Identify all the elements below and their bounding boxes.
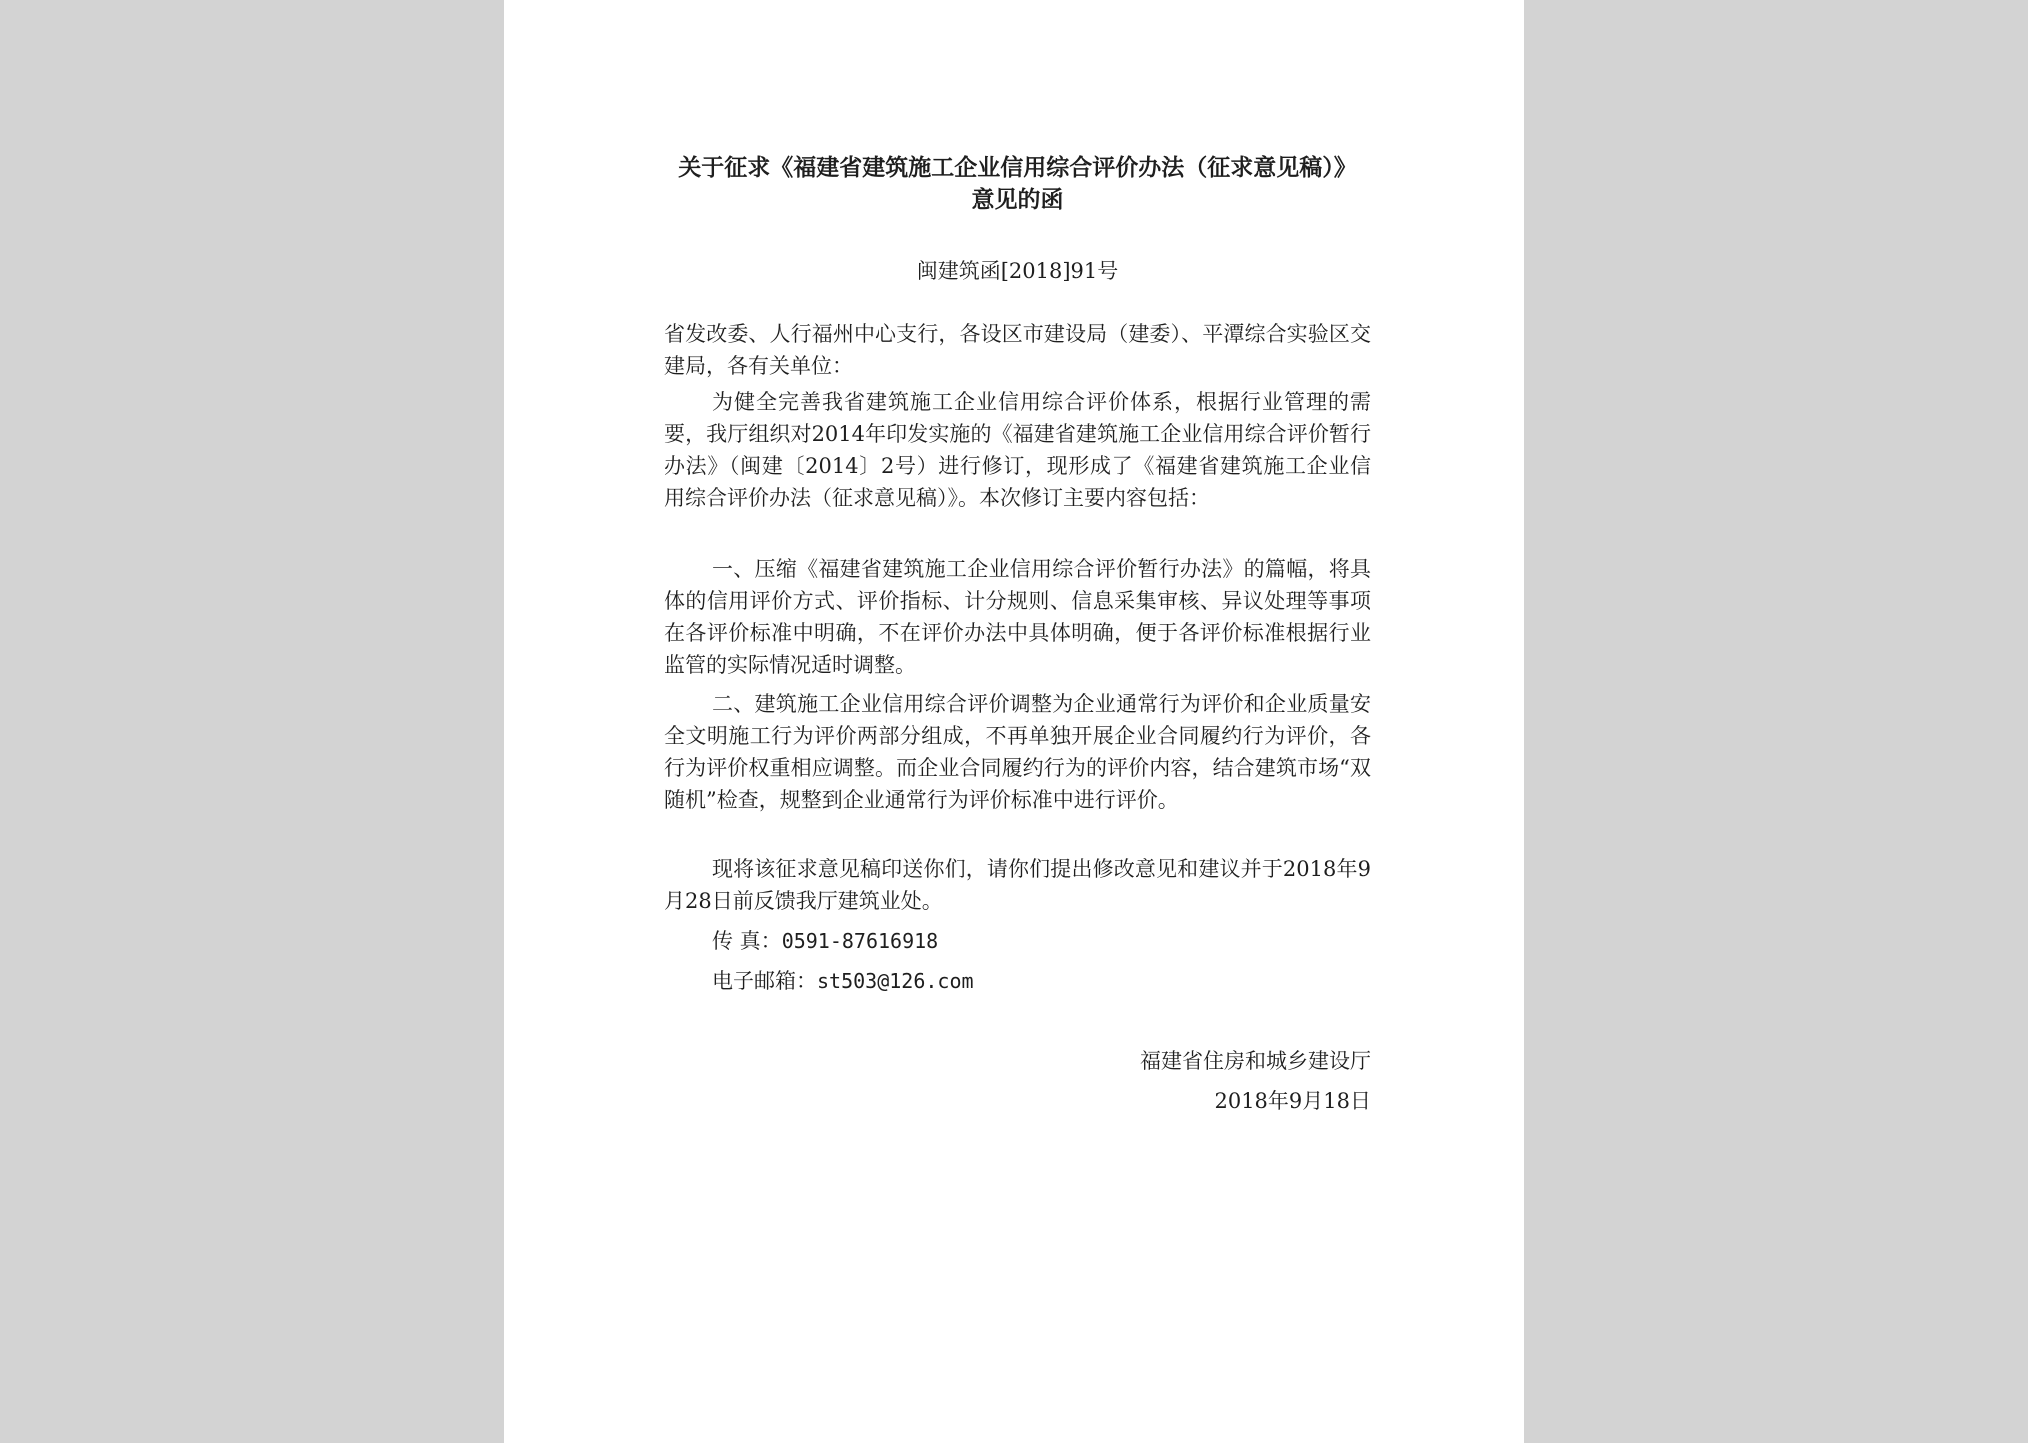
fax-label: 传 真： xyxy=(712,929,782,953)
document-title xyxy=(664,152,1371,216)
paragraph-intro: 为健全完善我省建筑施工企业信用综合评价体系，根据行业管理的需要，我厅组织对2014年印发实施的《福建省建筑施工企业信用综合评价暂行办法》（闽建〔2014〕2号）进行修订，现形成了《福建省建筑施工企业信用综合评价办法（征求意见稿）》。本次修订主要内容包括： xyxy=(664,390,1371,510)
email-line xyxy=(712,966,974,996)
email-label: 电子邮箱： xyxy=(712,969,817,993)
document-number: 闽建筑函[2018]91号 xyxy=(916,259,1119,283)
paragraph-item-2: 二、建筑施工企业信用综合评价调整为企业通常行为评价和企业质量安全文明施工行为评价两部分组成，不再单独开展企业合同履约行为评价，各行为评价权重相应调整。而企业合同履约行为的评价内容，结合建筑市场“双随机”检查，规整到企业通常行为评价标准中进行评价。 xyxy=(664,692,1371,812)
email-address: st503@126.com xyxy=(817,969,974,993)
paragraph-item-1: 一、压缩《福建省建筑施工企业信用综合评价暂行办法》的篇幅，将具体的信用评价方式、评价指标、计分规则、信息采集审核、异议处理等事项在各评价标准中明确，不在评价办法中具体明确，便于各评价标准根据行业监管的实际情况适时调整。 xyxy=(664,557,1371,677)
fax-number: 0591-87616918 xyxy=(781,929,939,953)
paragraph-request: 现将该征求意见稿印送你们，请你们提出修改意见和建议并于2018年9月28日前反馈我厅建筑业处。 xyxy=(664,857,1371,913)
document-page xyxy=(504,0,1524,1443)
signature-date: 2018年9月18日 xyxy=(1214,1089,1371,1113)
title-line-1: 关于征求《福建省建筑施工企业信用综合评价办法（征求意见稿）》 xyxy=(678,154,1357,181)
addressee: 省发改委、人行福州中心支行，各设区市建设局（建委）、平潭综合实验区交建局，各有关单位： xyxy=(664,322,1371,378)
title-line-2: 意见的函 xyxy=(971,186,1064,213)
fax-line xyxy=(712,926,938,956)
signature-organization: 福建省住房和城乡建设厅 xyxy=(1140,1049,1371,1073)
